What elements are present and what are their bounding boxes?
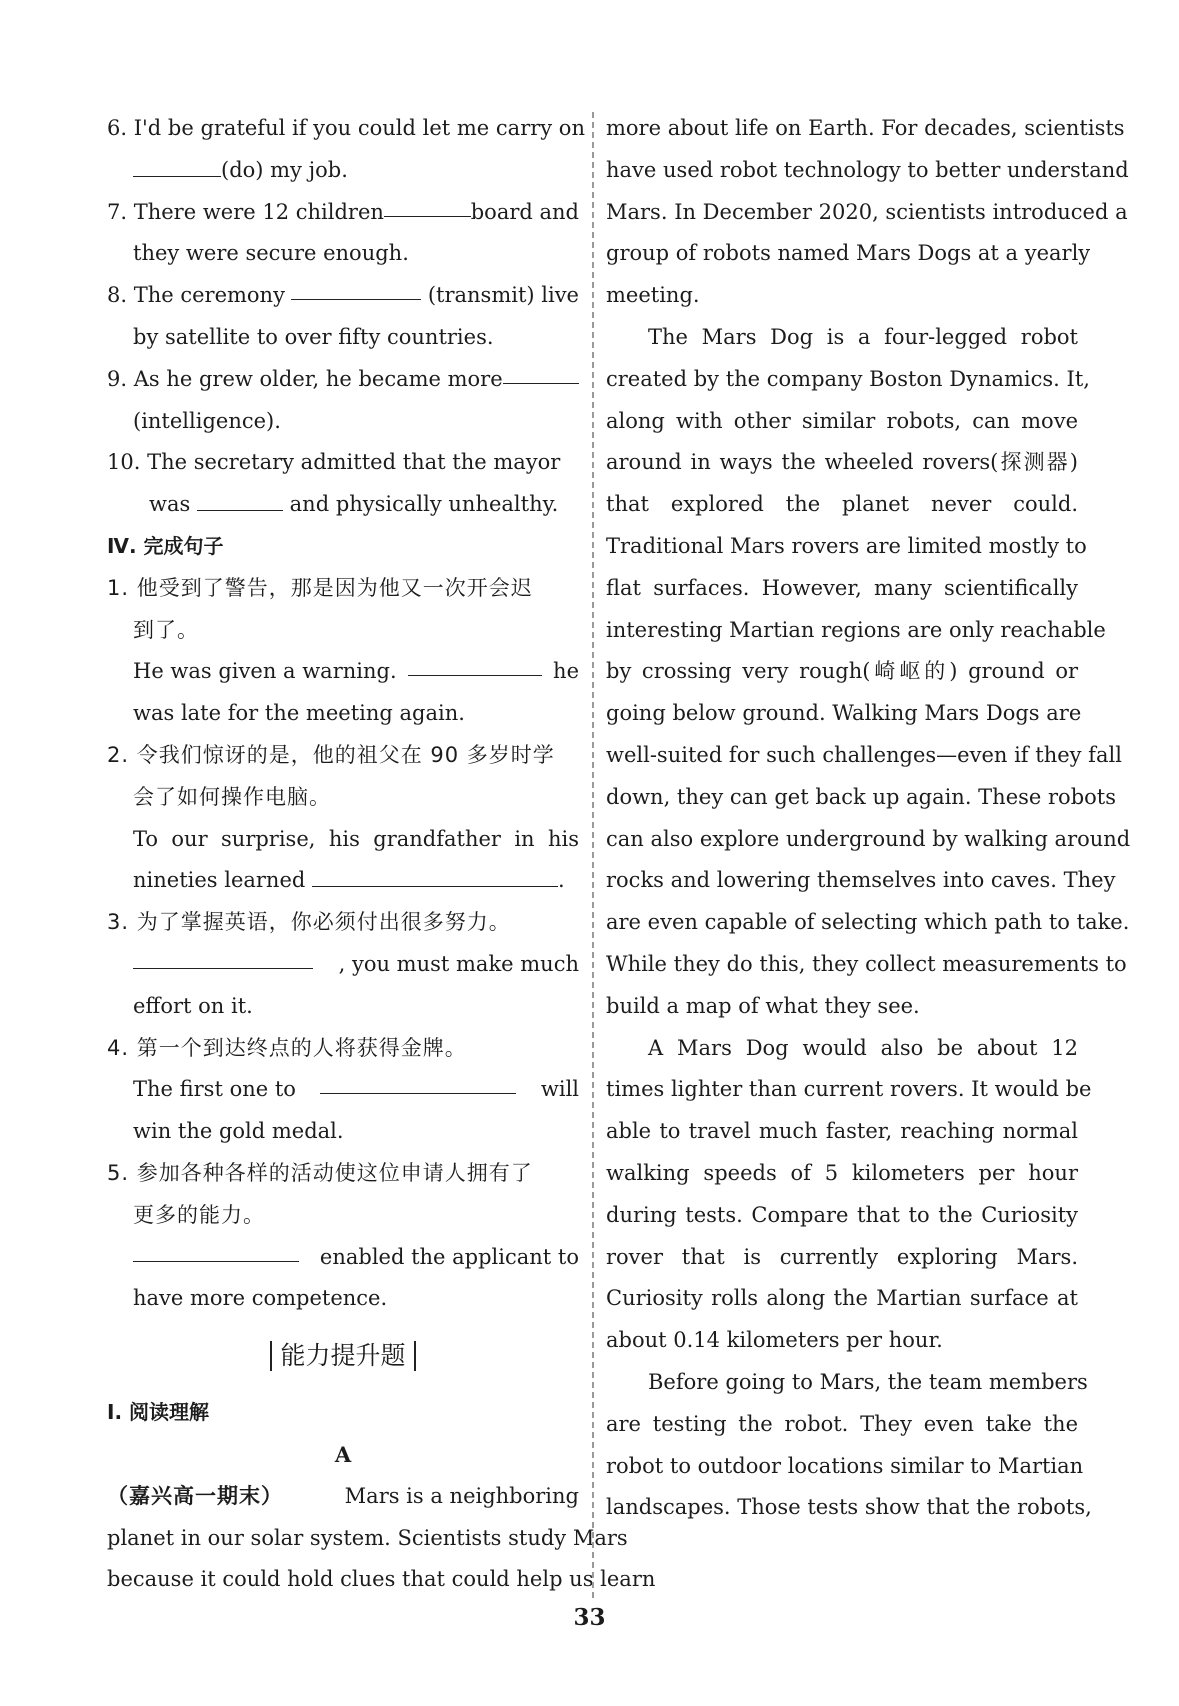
text-line: able to travel much faster, reaching normal	[606, 1119, 1078, 1144]
passage-label: A	[334, 1441, 352, 1467]
s1-chinese-1: 1. 他受到了警告，那是因为他又一次开会迟	[107, 575, 533, 600]
s3-chinese-1: 3. 为了掌握英语，你必须付出很多努力。	[107, 910, 511, 935]
q10-line1: 10. The secretary admitted that the mayor	[107, 450, 561, 475]
s4-chinese-1: 4. 第一个到达终点的人将获得金牌。	[107, 1035, 467, 1060]
text-line: group of robots named Mars Dogs at a yearly	[606, 241, 1091, 266]
q6-line1: 6. I'd be grateful if you could let me carry on	[107, 116, 585, 140]
text-line: during tests. Compare that to the Curiosity	[606, 1202, 1078, 1227]
text-line: Mars. In December 2020, scientists introduced a	[606, 199, 1128, 224]
q8-line2: by satellite to over fifty countries.	[133, 324, 494, 349]
page-number: 33	[573, 1604, 606, 1631]
text-line: along with other similar robots, can move	[606, 408, 1078, 433]
passage-line-3: because it could hold clues that could help us learn	[107, 1567, 656, 1592]
s1-chinese-2: 到了。	[133, 617, 199, 642]
s2-chinese-1: 2. 令我们惊讶的是，他的祖父在 90 多岁时学	[107, 742, 555, 767]
text-line: can also explore underground by walking around	[606, 826, 1131, 851]
s4-english-1: The first one to will	[107, 1069, 579, 1111]
text-line: The Mars Dog is a four-legged robot	[648, 324, 1078, 349]
answer-blank[interactable]	[384, 192, 471, 217]
text-line: Before going to Mars, the team members	[648, 1369, 1088, 1394]
answer-blank[interactable]	[320, 1069, 516, 1094]
text-line: around in ways the wheeled rovers(探测器)	[606, 450, 1078, 475]
q6-line2: (do) my job.	[107, 150, 579, 192]
s3-english-2: effort on it.	[133, 993, 253, 1018]
text-line: meeting.	[606, 283, 700, 308]
s3-english-1: , you must make much	[107, 944, 579, 986]
answer-blank[interactable]	[291, 275, 421, 300]
s5-chinese-2: 更多的能力。	[133, 1202, 265, 1227]
text-line: going below ground. Walking Mars Dogs are	[606, 701, 1082, 726]
text-line: have used robot technology to better understand	[606, 157, 1129, 182]
answer-blank[interactable]	[408, 651, 542, 676]
text-line: rover that is currently exploring Mars.	[606, 1244, 1078, 1269]
text-line: While they do this, they collect measurements to	[606, 951, 1127, 976]
text-line: build a map of what they see.	[606, 993, 920, 1018]
text-line: interesting Martian regions are only reachable	[606, 617, 1106, 642]
section-heading-iv: Ⅳ. 完成句子	[107, 533, 224, 558]
passage-line-1: （嘉兴高一期末） Mars is a neighboring	[107, 1476, 579, 1518]
s5-english-2: have more competence.	[133, 1286, 388, 1311]
text-line: are even capable of selecting which path to take.	[606, 910, 1130, 935]
section-heading-i: Ⅰ. 阅读理解	[107, 1400, 210, 1425]
s5-english-1: enabled the applicant to	[107, 1237, 579, 1279]
right-column	[606, 108, 1131, 1529]
column-divider	[592, 112, 594, 1598]
text-line: by crossing very rough(崎岖的) ground or	[606, 659, 1078, 684]
answer-blank[interactable]	[503, 359, 579, 384]
q9-line1: 9. As he grew older, he became more	[107, 359, 579, 401]
text-line: are testing the robot. They even take the	[606, 1411, 1078, 1436]
q10-line2: was and physically unhealthy.	[107, 484, 579, 526]
text-line: times lighter than current rovers. It would be	[606, 1077, 1092, 1102]
q7-line2: they were secure enough.	[133, 241, 409, 266]
source-label: （嘉兴高一期末）	[107, 1483, 283, 1508]
text-line: flat surfaces. However, many scientifically	[606, 575, 1078, 600]
text-line: well-suited for such challenges—even if they fall	[606, 742, 1122, 767]
q7-line1: 7. There were 12 children board and	[107, 192, 579, 234]
passage-line-2: planet in our solar system. Scientists study Mars	[107, 1525, 628, 1550]
text-line: robot to outdoor locations similar to Martian	[606, 1453, 1084, 1478]
left-column	[107, 108, 656, 1601]
answer-blank[interactable]	[133, 1237, 299, 1262]
text-line: created by the company Boston Dynamics. It,	[606, 366, 1090, 391]
text-line: about 0.14 kilometers per hour.	[606, 1328, 943, 1353]
section-banner: 能力提升题	[107, 1320, 579, 1392]
s1-english-1: He was given a warning. he	[107, 651, 579, 693]
s2-english-2: nineties learned .	[107, 860, 579, 902]
s4-english-2: win the gold medal.	[133, 1119, 344, 1144]
text-line: rocks and lowering themselves into caves. They	[606, 868, 1116, 893]
q9-line2: (intelligence).	[133, 408, 281, 433]
text-line: A Mars Dog would also be about 12	[648, 1035, 1078, 1060]
text-line: landscapes. Those tests show that the robots,	[606, 1495, 1092, 1520]
s1-english-2: was late for the meeting again.	[133, 701, 465, 726]
text-line: Traditional Mars rovers are limited mostly to	[606, 533, 1087, 558]
text-line: that explored the planet never could.	[606, 492, 1078, 517]
answer-blank[interactable]	[133, 152, 221, 177]
q8-line1: 8. The ceremony (transmit) live	[107, 275, 579, 317]
text-line: down, they can get back up again. These robots	[606, 784, 1116, 809]
s5-chinese-1: 5. 参加各种各样的活动使这位申请人拥有了	[107, 1160, 533, 1185]
answer-blank[interactable]	[197, 486, 283, 511]
text-line: Curiosity rolls along the Martian surface at	[606, 1286, 1078, 1311]
text-line: walking speeds of 5 kilometers per hour	[606, 1160, 1078, 1185]
answer-blank[interactable]	[312, 862, 558, 887]
text-line: more about life on Earth. For decades, scientists	[606, 116, 1125, 140]
s2-chinese-2: 会了如何操作电脑。	[133, 784, 331, 809]
answer-blank[interactable]	[133, 944, 313, 969]
s2-english-1: To our surprise, his grandfather in his	[133, 826, 579, 851]
